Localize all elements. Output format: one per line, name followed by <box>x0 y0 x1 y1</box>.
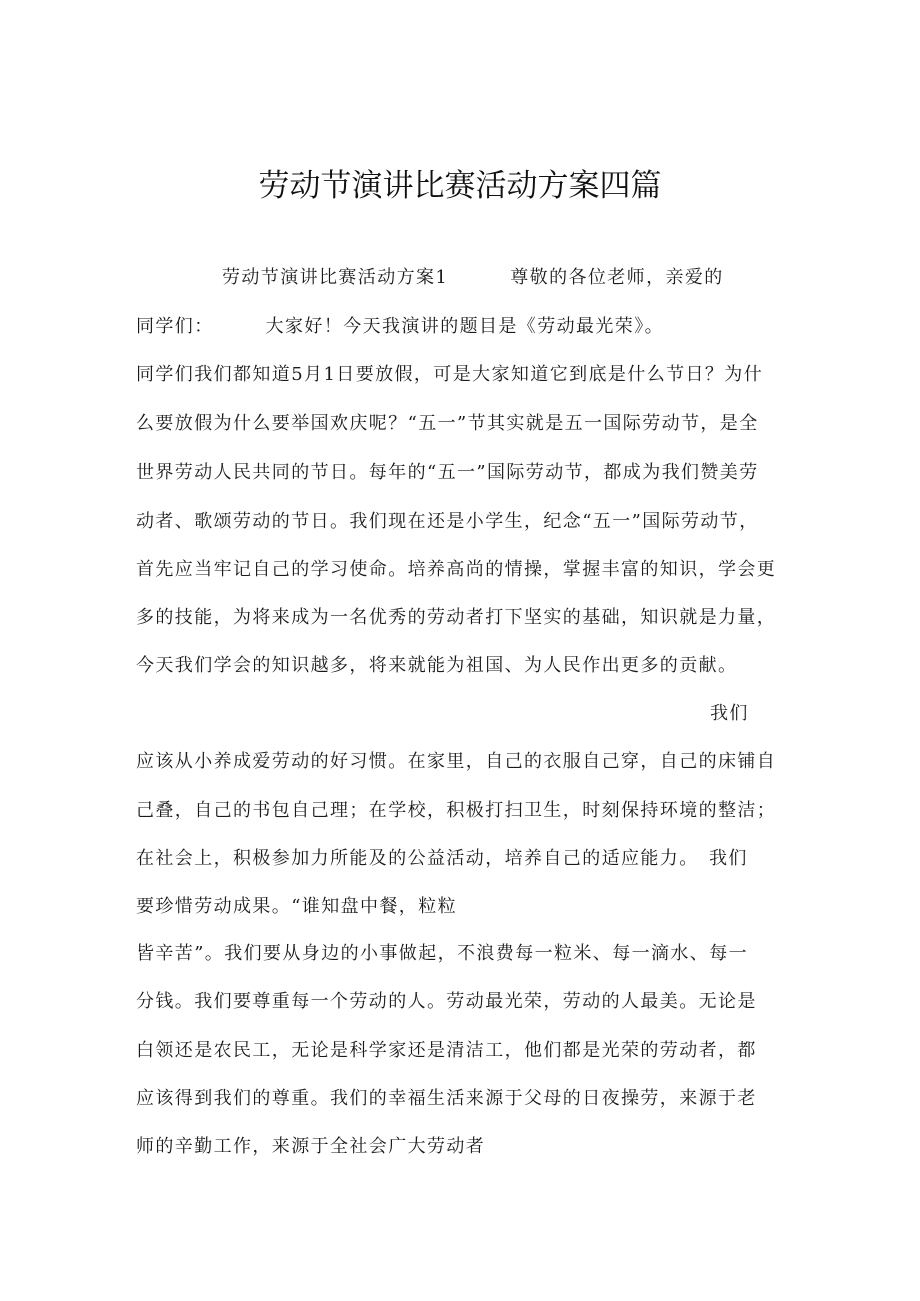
greeting-line <box>136 315 664 339</box>
greeting-line-part2: 大家好！今天我演讲的题目是《劳动最光荣》。 <box>265 316 665 337</box>
paragraph-line: 应该从小养成爱劳动的好习惯。在家里，自己的衣服自己穿，自己的床铺自 <box>136 751 777 772</box>
greeting-line-part1: 同学们： <box>136 316 214 337</box>
paragraph-line: 应该得到我们的尊重。我们的幸福生活来源于父母的日夜操劳，来源于老 <box>136 1088 757 1109</box>
document-title: 劳动节演讲比赛活动方案四篇 <box>258 168 662 204</box>
paragraph-line: 今天我们学会的知识越多，将来就能为祖国、为人民作出更多的贡献。 <box>136 655 738 676</box>
paragraph-line: 师的辛勤工作，来源于全社会广大劳动者 <box>136 1136 486 1157</box>
paragraph-line: 首先应当牢记自己的学习使命。培养高尚的情操，掌握丰富的知识，学会更 <box>136 559 777 580</box>
paragraph-line: 在社会上，积极参加力所能及的公益活动，培养自己的适应能力。 我们 <box>136 848 748 869</box>
paragraph-line: 皆辛苦”。我们要从身边的小事做起，不浪费每一粒米、每一滴水、每一 <box>136 943 748 964</box>
paragraph-line: 么要放假为什么要举国欢庆呢？“五一”节其实就是五一国际劳动节，是全 <box>136 413 759 434</box>
paragraph-line: 分钱。我们要尊重每一个劳动的人。劳动最光荣，劳动的人最美。无论是 <box>136 991 757 1012</box>
paragraph-line: 世界劳动人民共同的节日。每年的“五一”国际劳动节，都成为我们赞美劳 <box>136 462 759 483</box>
paragraph-line: 白领还是农民工，无论是科学家还是清洁工，他们都是光荣的劳动者，都 <box>136 1040 757 1061</box>
heading-line <box>222 266 724 290</box>
paragraph-line: 同学们我们都知道5月1日要放假，可是大家知道它到底是什么节日？为什 <box>136 364 764 385</box>
paragraph-line: 多的技能，为将来成为一名优秀的劳动者打下坚实的基础，知识就是力量， <box>136 607 777 628</box>
paragraph-line: 我们 <box>710 703 749 724</box>
paragraph-line: 己叠，自己的书包自己理；在学校，积极打扫卫生，时刻保持环境的整洁； <box>136 800 777 821</box>
heading-line-part2: 尊敬的各位老师，亲爱的 <box>510 267 724 288</box>
heading-line-part1: 劳动节演讲比赛活动方案1 <box>222 267 449 288</box>
paragraph-line: 动者、歌颂劳动的节日。我们现在还是小学生，纪念“五一”国际劳动节， <box>136 511 759 532</box>
paragraph-line: 要珍惜劳动成果。“谁知盘中餐，粒粒 <box>136 896 458 917</box>
